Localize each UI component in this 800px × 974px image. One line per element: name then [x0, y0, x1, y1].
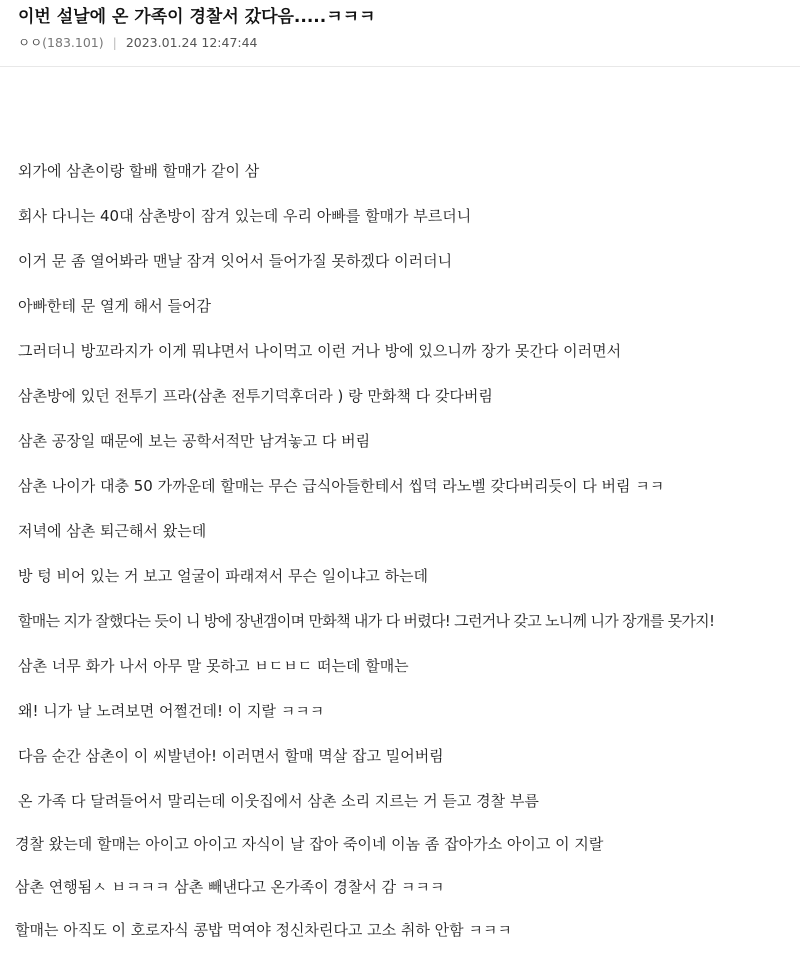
body-line: 아빠한테 문 열게 해서 들어감: [18, 297, 211, 315]
author-ip: (183.101): [42, 35, 104, 50]
body-line: 할매는 아직도 이 호로자식 콩밥 먹여야 정신차린다고 고소 취하 안함 ㅋㅋㅋ: [15, 921, 512, 939]
body-line: 저녁에 삼촌 퇴근해서 왔는데: [18, 522, 207, 540]
post-header: [0, 0, 800, 67]
body-line: 그러더니 방꼬라지가 이게 뭐냐면서 나이먹고 이런 거나 방에 있으니까 장가 못간다 이러면서: [18, 342, 622, 360]
post-date: 2023.01.24 12:47:44: [125, 35, 258, 50]
body-line: 삼촌 연행됨ㅅ ㅂㅋㅋㅋ 삼촌 빼낸다고 온가족이 경찰서 감 ㅋㅋㅋ: [15, 878, 445, 896]
post-title: 이번 설날에 온 가족이 경찰서 갔다음.....ㅋㅋㅋ: [18, 7, 376, 27]
body-line: 삼촌 나이가 대충 50 가까운데 할매는 무슨 급식아들한테서 씹덕 라노벨 갖다버리듯이 다 버림 ㅋㅋ: [18, 477, 665, 495]
body-line: 방 텅 비어 있는 거 보고 얼굴이 파래져서 무슨 일이냐고 하는데: [18, 567, 428, 585]
body-line: 외가에 삼촌이랑 할배 할매가 같이 삼: [18, 162, 260, 180]
body-line: 할매는 지가 잘했다는 듯이 니 방에 장낸갬이며 만화책 내가 다 버렸다! 그런거나 갖고 노니께 니가 장개를 못가지!: [18, 612, 715, 630]
body-line: 다음 순간 삼촌이 이 씨발년아! 이러면서 할매 멱살 잡고 밀어버림: [18, 747, 444, 765]
body-line: 온 가족 다 달려들어서 말리는데 이웃집에서 삼촌 소리 지르는 거 듣고 경찰 부름: [18, 792, 539, 810]
body-line: 회사 다니는 40대 삼촌방이 잠겨 있는데 우리 아빠를 할매가 부르더니: [18, 207, 472, 225]
body-line: 삼촌방에 있던 전투기 프라(삼촌 전투기덕후더라 ) 랑 만화책 다 갖다버림: [18, 387, 493, 405]
author-nickname[interactable]: ㅇㅇ: [18, 35, 43, 50]
body-line: 경찰 왔는데 할매는 아이고 아이고 자식이 날 잡아 죽이네 이놈 좀 잡아가소 아이고 이 지랄: [15, 835, 604, 853]
post-meta: [18, 33, 258, 51]
body-line: 이거 문 좀 열어봐라 맨날 잠겨 잇어서 들어가질 못하겠다 이러더니: [18, 252, 453, 270]
body-line: 왜! 니가 날 노려보면 어쩔건데! 이 지랄 ㅋㅋㅋ: [18, 702, 325, 720]
body-line: 삼촌 공장일 때문에 보는 공학서적만 남겨놓고 다 버림: [18, 432, 371, 450]
body-line: 삼촌 너무 화가 나서 아무 말 못하고 ㅂㄷㅂㄷ 떠는데 할매는: [18, 657, 409, 675]
meta-separator: |: [112, 35, 117, 50]
